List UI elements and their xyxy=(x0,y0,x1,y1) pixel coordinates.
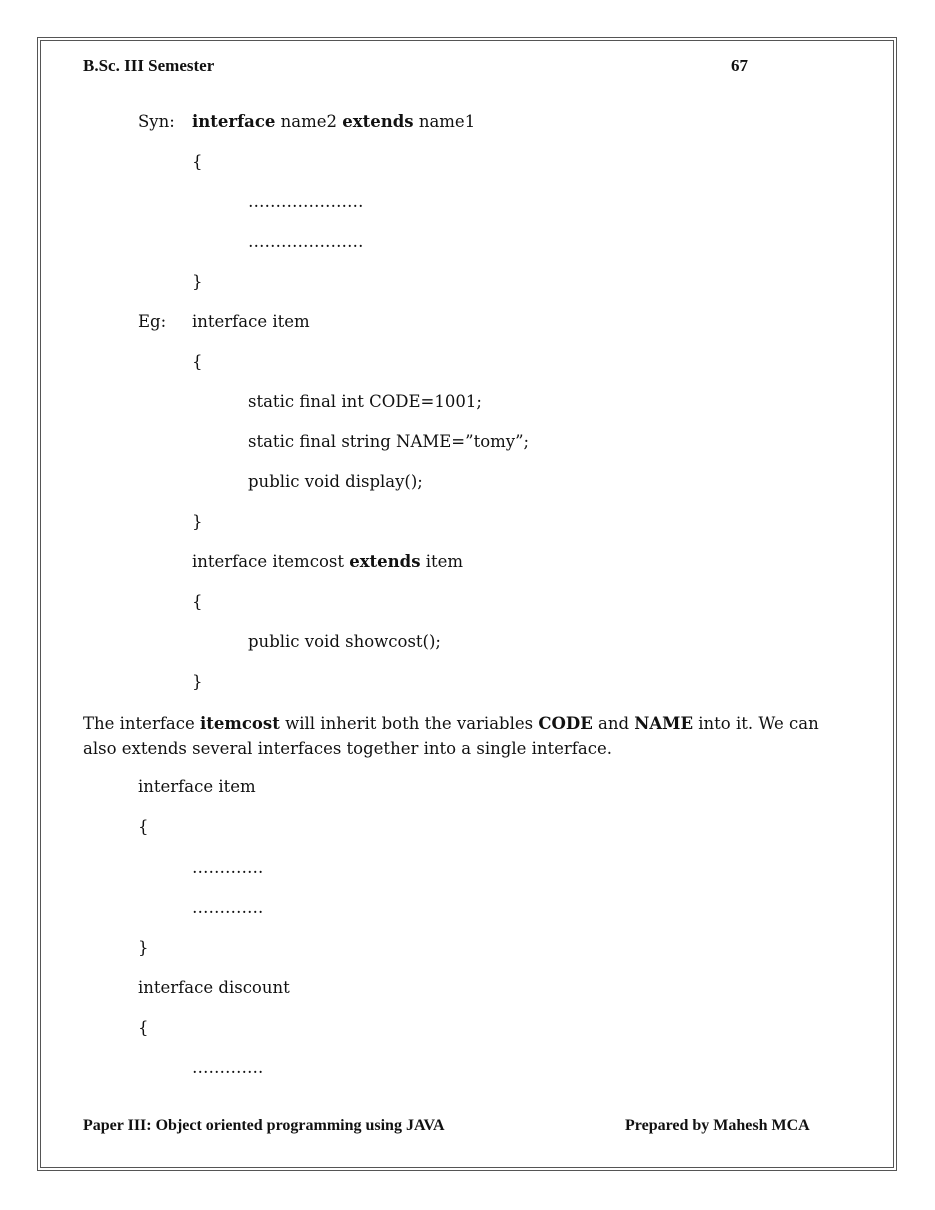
para-text: into it. We can also extends several interfaces together into a single interface. xyxy=(83,714,819,758)
code-close-brace: } xyxy=(192,272,203,291)
code-line xyxy=(192,552,463,572)
syntax-line xyxy=(192,112,475,132)
para-bold: CODE xyxy=(538,714,593,733)
para-bold: NAME xyxy=(634,714,694,733)
code-line: public void display(); xyxy=(248,472,423,491)
example-label: Eg: xyxy=(138,312,167,331)
code-dots: …………. xyxy=(192,858,264,877)
code-line: interface item xyxy=(192,312,310,331)
code-close-brace: } xyxy=(192,672,203,691)
footer-author: Prepared by Mahesh MCA xyxy=(625,1117,810,1134)
footer-paper-title: Paper III: Object oriented programming using JAVA xyxy=(83,1117,445,1134)
keyword-interface: interface xyxy=(192,112,276,131)
para-text: will inherit both the variables xyxy=(279,714,539,733)
para-text: The interface xyxy=(83,714,201,733)
code-line: static final int CODE=1001; xyxy=(248,392,482,411)
code-close-brace: } xyxy=(138,938,149,957)
code-dots: ………………… xyxy=(248,192,364,211)
syntax-name1: name1 xyxy=(413,112,476,131)
body-paragraph xyxy=(83,711,843,761)
page-border-inner xyxy=(40,40,894,1168)
code-dots: …………. xyxy=(192,1058,264,1077)
para-bold: itemcost xyxy=(200,714,280,733)
code-text: item xyxy=(420,552,464,571)
code-open-brace: { xyxy=(138,1018,149,1037)
code-dots: ………………… xyxy=(248,232,364,251)
syntax-label: Syn: xyxy=(138,112,175,131)
code-line: interface discount xyxy=(138,978,290,997)
keyword-extends: extends xyxy=(342,112,414,131)
syntax-name2: name2 xyxy=(275,112,343,131)
code-open-brace: { xyxy=(192,592,203,611)
code-line: interface item xyxy=(138,777,256,796)
code-line: public void showcost(); xyxy=(248,632,441,651)
code-dots: …………. xyxy=(192,898,264,917)
para-text: and xyxy=(592,714,635,733)
code-open-brace: { xyxy=(192,152,203,171)
page-number: 67 xyxy=(731,56,748,75)
code-close-brace: } xyxy=(192,512,203,531)
code-text: interface itemcost xyxy=(192,552,350,571)
header-semester: B.Sc. III Semester xyxy=(83,56,215,75)
code-open-brace: { xyxy=(138,817,149,836)
keyword-extends: extends xyxy=(349,552,421,571)
code-open-brace: { xyxy=(192,352,203,371)
code-line: static final string NAME=”tomy”; xyxy=(248,432,530,451)
